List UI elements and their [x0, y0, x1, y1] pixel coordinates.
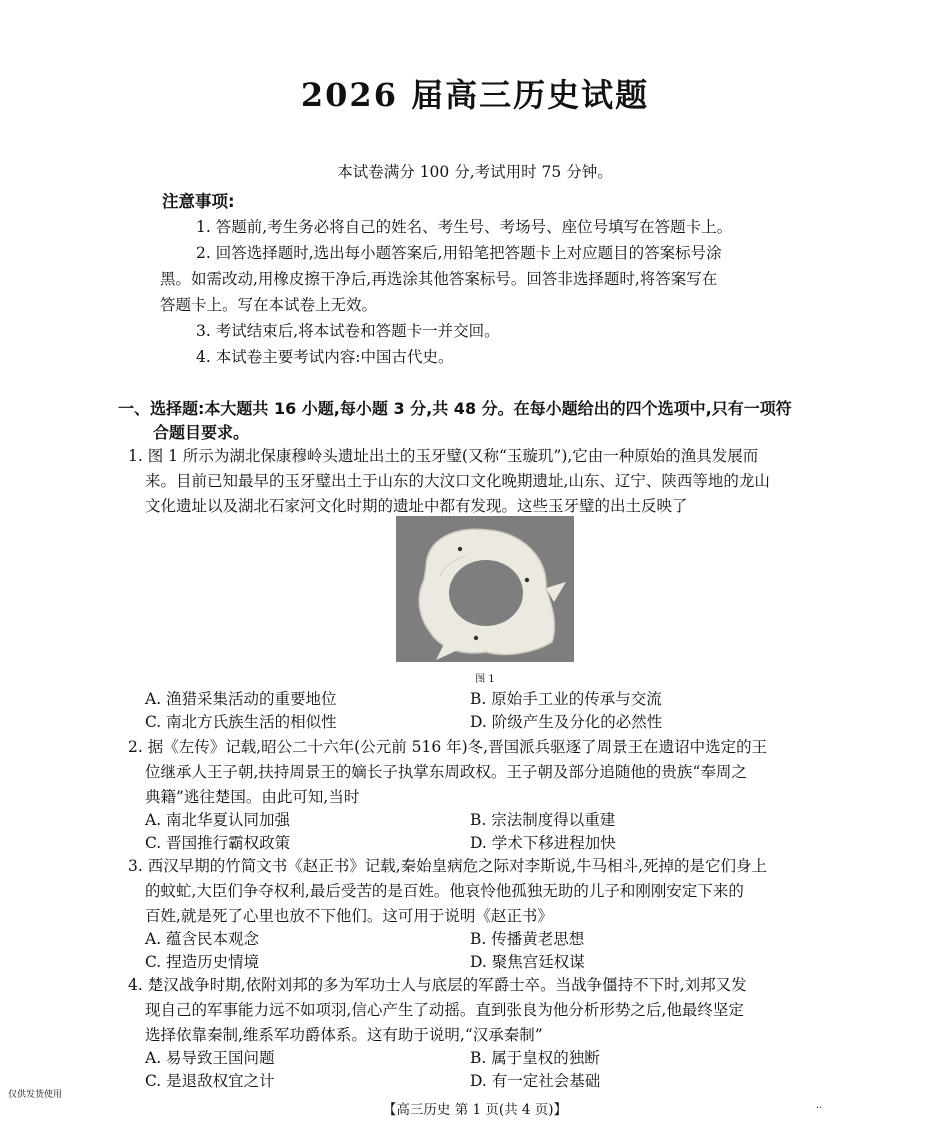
- jade-artifact-figure: [396, 516, 574, 662]
- question-2-line: 典籍”逃往楚国。由此可知,当时: [145, 788, 360, 806]
- notice-heading: 注意事项:: [162, 192, 235, 211]
- notice-line: 3. 考试结束后,将本试卷和答题卡一并交回。: [196, 322, 500, 340]
- notice-line: 1. 答题前,考生务必将自己的姓名、考生号、考场号、座位号填写在答题卡上。: [196, 218, 733, 236]
- option-c: C. 捏造历史情境: [145, 953, 260, 971]
- option-d: D. 聚焦宫廷权谋: [470, 953, 585, 971]
- question-4-line: 4. 楚汉战争时期,依附刘邦的多为军功士人与底层的军爵士卒。当战争僵持不下时,刘邦又发: [128, 976, 747, 994]
- question-3-line: 百姓,就是死了心里也放不下他们。这可用于说明《赵正书》: [145, 907, 553, 925]
- exam-info: 本试卷满分 100 分,考试用时 75 分钟。: [337, 163, 613, 181]
- question-3-line: 3. 西汉早期的竹简文书《赵正书》记载,秦始皇病危之际对李斯说,牛马相斗,死掉的是它们身上: [128, 857, 767, 875]
- option-d: D. 阶级产生及分化的必然性: [470, 713, 663, 731]
- question-3-line: 的蚊虻,大臣们争夺权利,最后受苦的是百姓。他哀怜他孤独无助的儿子和刚刚安定下来的: [145, 882, 744, 900]
- option-c: C. 是退敌权宜之计: [145, 1072, 275, 1090]
- question-1-line: 来。目前已知最早的玉牙璧出土于山东的大汶口文化晚期遗址,山东、辽宁、陕西等地的龙山: [145, 472, 770, 490]
- page-footer: 【高三历史 第 1 页(共 4 页)】: [382, 1102, 568, 1118]
- question-4-line: 选择依靠秦制,维系军功爵体系。这有助于说明,“汉承秦制”: [145, 1026, 543, 1044]
- page-title: 2026 届高三历史试题: [300, 76, 650, 114]
- question-1-line: 1. 图 1 所示为湖北保康穆岭头遗址出土的玉牙璧(又称“玉璇玑”),它由一种原始的渔具发展而: [128, 447, 759, 465]
- question-2-line: 2. 据《左传》记载,昭公二十六年(公元前 516 年)冬,晋国派兵驱逐了周景王在遗诏中选定的王: [128, 738, 768, 756]
- side-note: 仅供发货使用: [8, 1090, 63, 1100]
- option-a: A. 易导致王国问题: [145, 1049, 275, 1067]
- notice-line: 4. 本试卷主要考试内容:中国古代史。: [196, 348, 454, 366]
- option-b: B. 属于皇权的独断: [470, 1049, 600, 1067]
- option-b: B. 宗法制度得以重建: [470, 811, 616, 829]
- notice-line: 2. 回答选择题时,选出每小题答案后,用铅笔把答题卡上对应题目的答案标号涂: [196, 244, 722, 262]
- notice-line: 答题卡上。写在本试卷上无效。: [160, 296, 378, 314]
- option-c: C. 晋国推行霸权政策: [145, 834, 291, 852]
- section-heading: 一、选择题:本大题共 16 小题,每小题 3 分,共 48 分。在每小题给出的四个选项中,只有一项符: [118, 399, 792, 418]
- option-d: D. 学术下移进程加快: [470, 834, 616, 852]
- option-b: B. 传播黄老思想: [470, 930, 585, 948]
- figure-caption: 图 1: [475, 674, 495, 685]
- option-c: C. 南北方氏族生活的相似性: [145, 713, 337, 731]
- section-heading-continued: 合题目要求。: [153, 423, 250, 442]
- footer-mark: ..: [816, 1100, 823, 1111]
- option-a: A. 蕴含民本观念: [145, 930, 260, 948]
- question-2-line: 位继承人王子朝,扶持周景王的嫡长子执掌东周政权。王子朝及部分追随他的贵族“奉周之: [145, 763, 747, 781]
- question-1-line: 文化遗址以及湖北石家河文化时期的遗址中都有发现。这些玉牙璧的出土反映了: [145, 497, 688, 515]
- notice-line: 黑。如需改动,用橡皮擦干净后,再选涂其他答案标号。回答非选择题时,将答案写在: [160, 270, 718, 288]
- option-d: D. 有一定社会基础: [470, 1072, 601, 1090]
- option-b: B. 原始手工业的传承与交流: [470, 690, 662, 708]
- jade-disc-image: [396, 516, 574, 662]
- option-a: A. 渔猎采集活动的重要地位: [145, 690, 337, 708]
- option-a: A. 南北华夏认同加强: [145, 811, 291, 829]
- question-4-line: 现自己的军事能力远不如项羽,信心产生了动摇。直到张良为他分析形势之后,他最终坚定: [145, 1001, 744, 1019]
